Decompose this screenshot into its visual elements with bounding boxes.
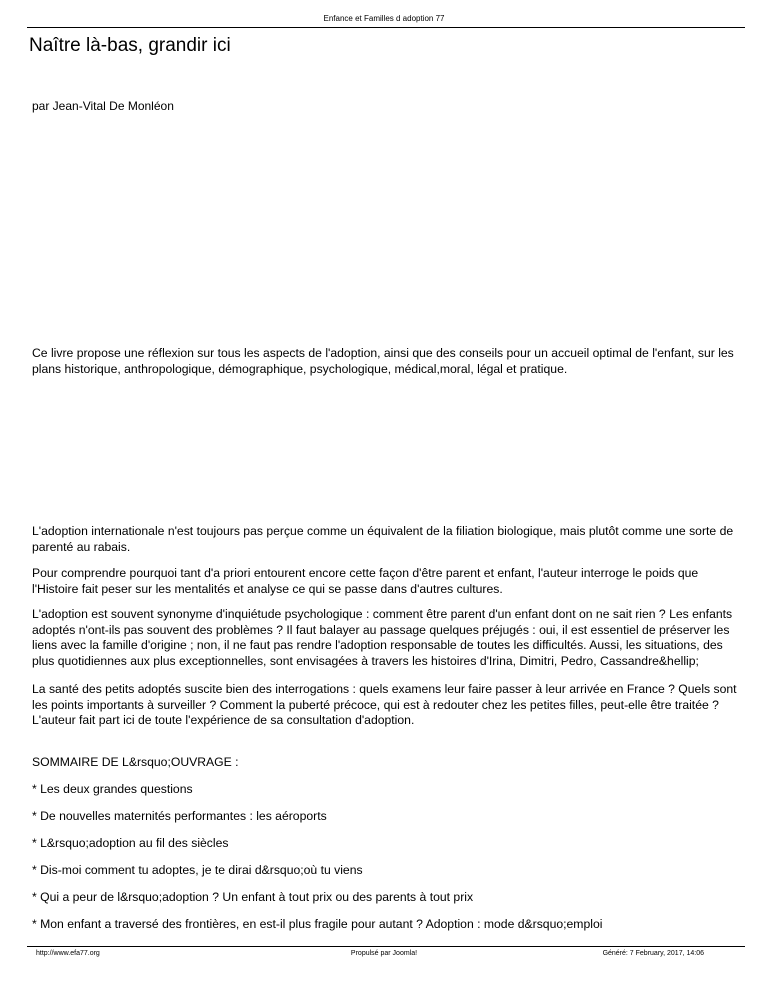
summary-heading: SOMMAIRE DE L&rsquo;OUVRAGE : [32,755,239,769]
summary-item: * Mon enfant a traversé des frontières, en est-il plus fragile pour autant ? Adoption : mode d&rsquo;emploi [32,917,603,931]
article-paragraph-1: L'adoption internationale n'est toujours pas perçue comme un équivalent de la filiation biologique, mais plutôt comme une sorte de parenté au rabais. [32,524,734,554]
footer-site-url[interactable]: http://www.efa77.org [36,950,100,957]
summary-item: * L&rsquo;adoption au fil des siècles [32,836,229,850]
footer-generated-date: Généré: 7 February, 2017, 14:06 [602,950,704,957]
article-title: Naître là-bas, grandir ici [29,35,231,56]
article-paragraph-3: L'adoption est souvent synonyme d'inquiétude psychologique : comment être parent d'un enfant dont on ne sait rien ? Les enfants adoptés n'ont-ils pas souvent des problèmes ? Il faut balayer au passage quelques préjugés : oui, il est essentiel de préserver les liens avec la famille d'origine ; non, il ne faut pas rendre l'adoption responsable de toutes les difficultés. Aussi, les situations, des plus quotidiennes aux plus exceptionnelles, sont envisagées à travers les histoires d'Irina, Dimitri, Pedro, Cassandre&hellip; [32,607,733,668]
article-paragraph-4: La santé des petits adoptés suscite bien des interrogations : quels examens leur faire passer à leur arrivée en France ? Quels sont les points importants à surveiller ? Comment la puberté précoce, qui est à redouter chez les petites filles, peut-elle être traitée ? L'auteur fait part ici de toute l'expérience de sa consultation d'adoption. [32,682,737,727]
footer-divider [27,946,745,947]
summary-item: * De nouvelles maternités performantes : les aéroports [32,809,327,823]
article-paragraph-2: Pour comprendre pourquoi tant d'a priori entourent encore cette façon d'être parent et enfant, l'auteur interroge le poids que l'Histoire fait peser sur les mentalités et analyse ce qui se passe dans d'autres cultures. [32,566,699,596]
summary-item: * Qui a peur de l&rsquo;adoption ? Un enfant à tout prix ou des parents à tout prix [32,890,474,904]
site-header-title: Enfance et Familles d adoption 77 [323,14,445,23]
header-divider [27,27,745,28]
summary-item: * Dis-moi comment tu adoptes, je te dirai d&rsquo;où tu viens [32,863,363,877]
article-author: par Jean-Vital De Monléon [32,99,174,113]
article-intro: Ce livre propose une réflexion sur tous les aspects de l'adoption, ainsi que des conseils pour un accueil optimal de l'enfant, sur les plans historique, anthropologique, démographique, psychologique, médical,moral, légal et pratique. [32,346,734,376]
footer-powered-by: Propulsé par Joomla! [350,950,418,957]
summary-item: * Les deux grandes questions [32,782,193,796]
